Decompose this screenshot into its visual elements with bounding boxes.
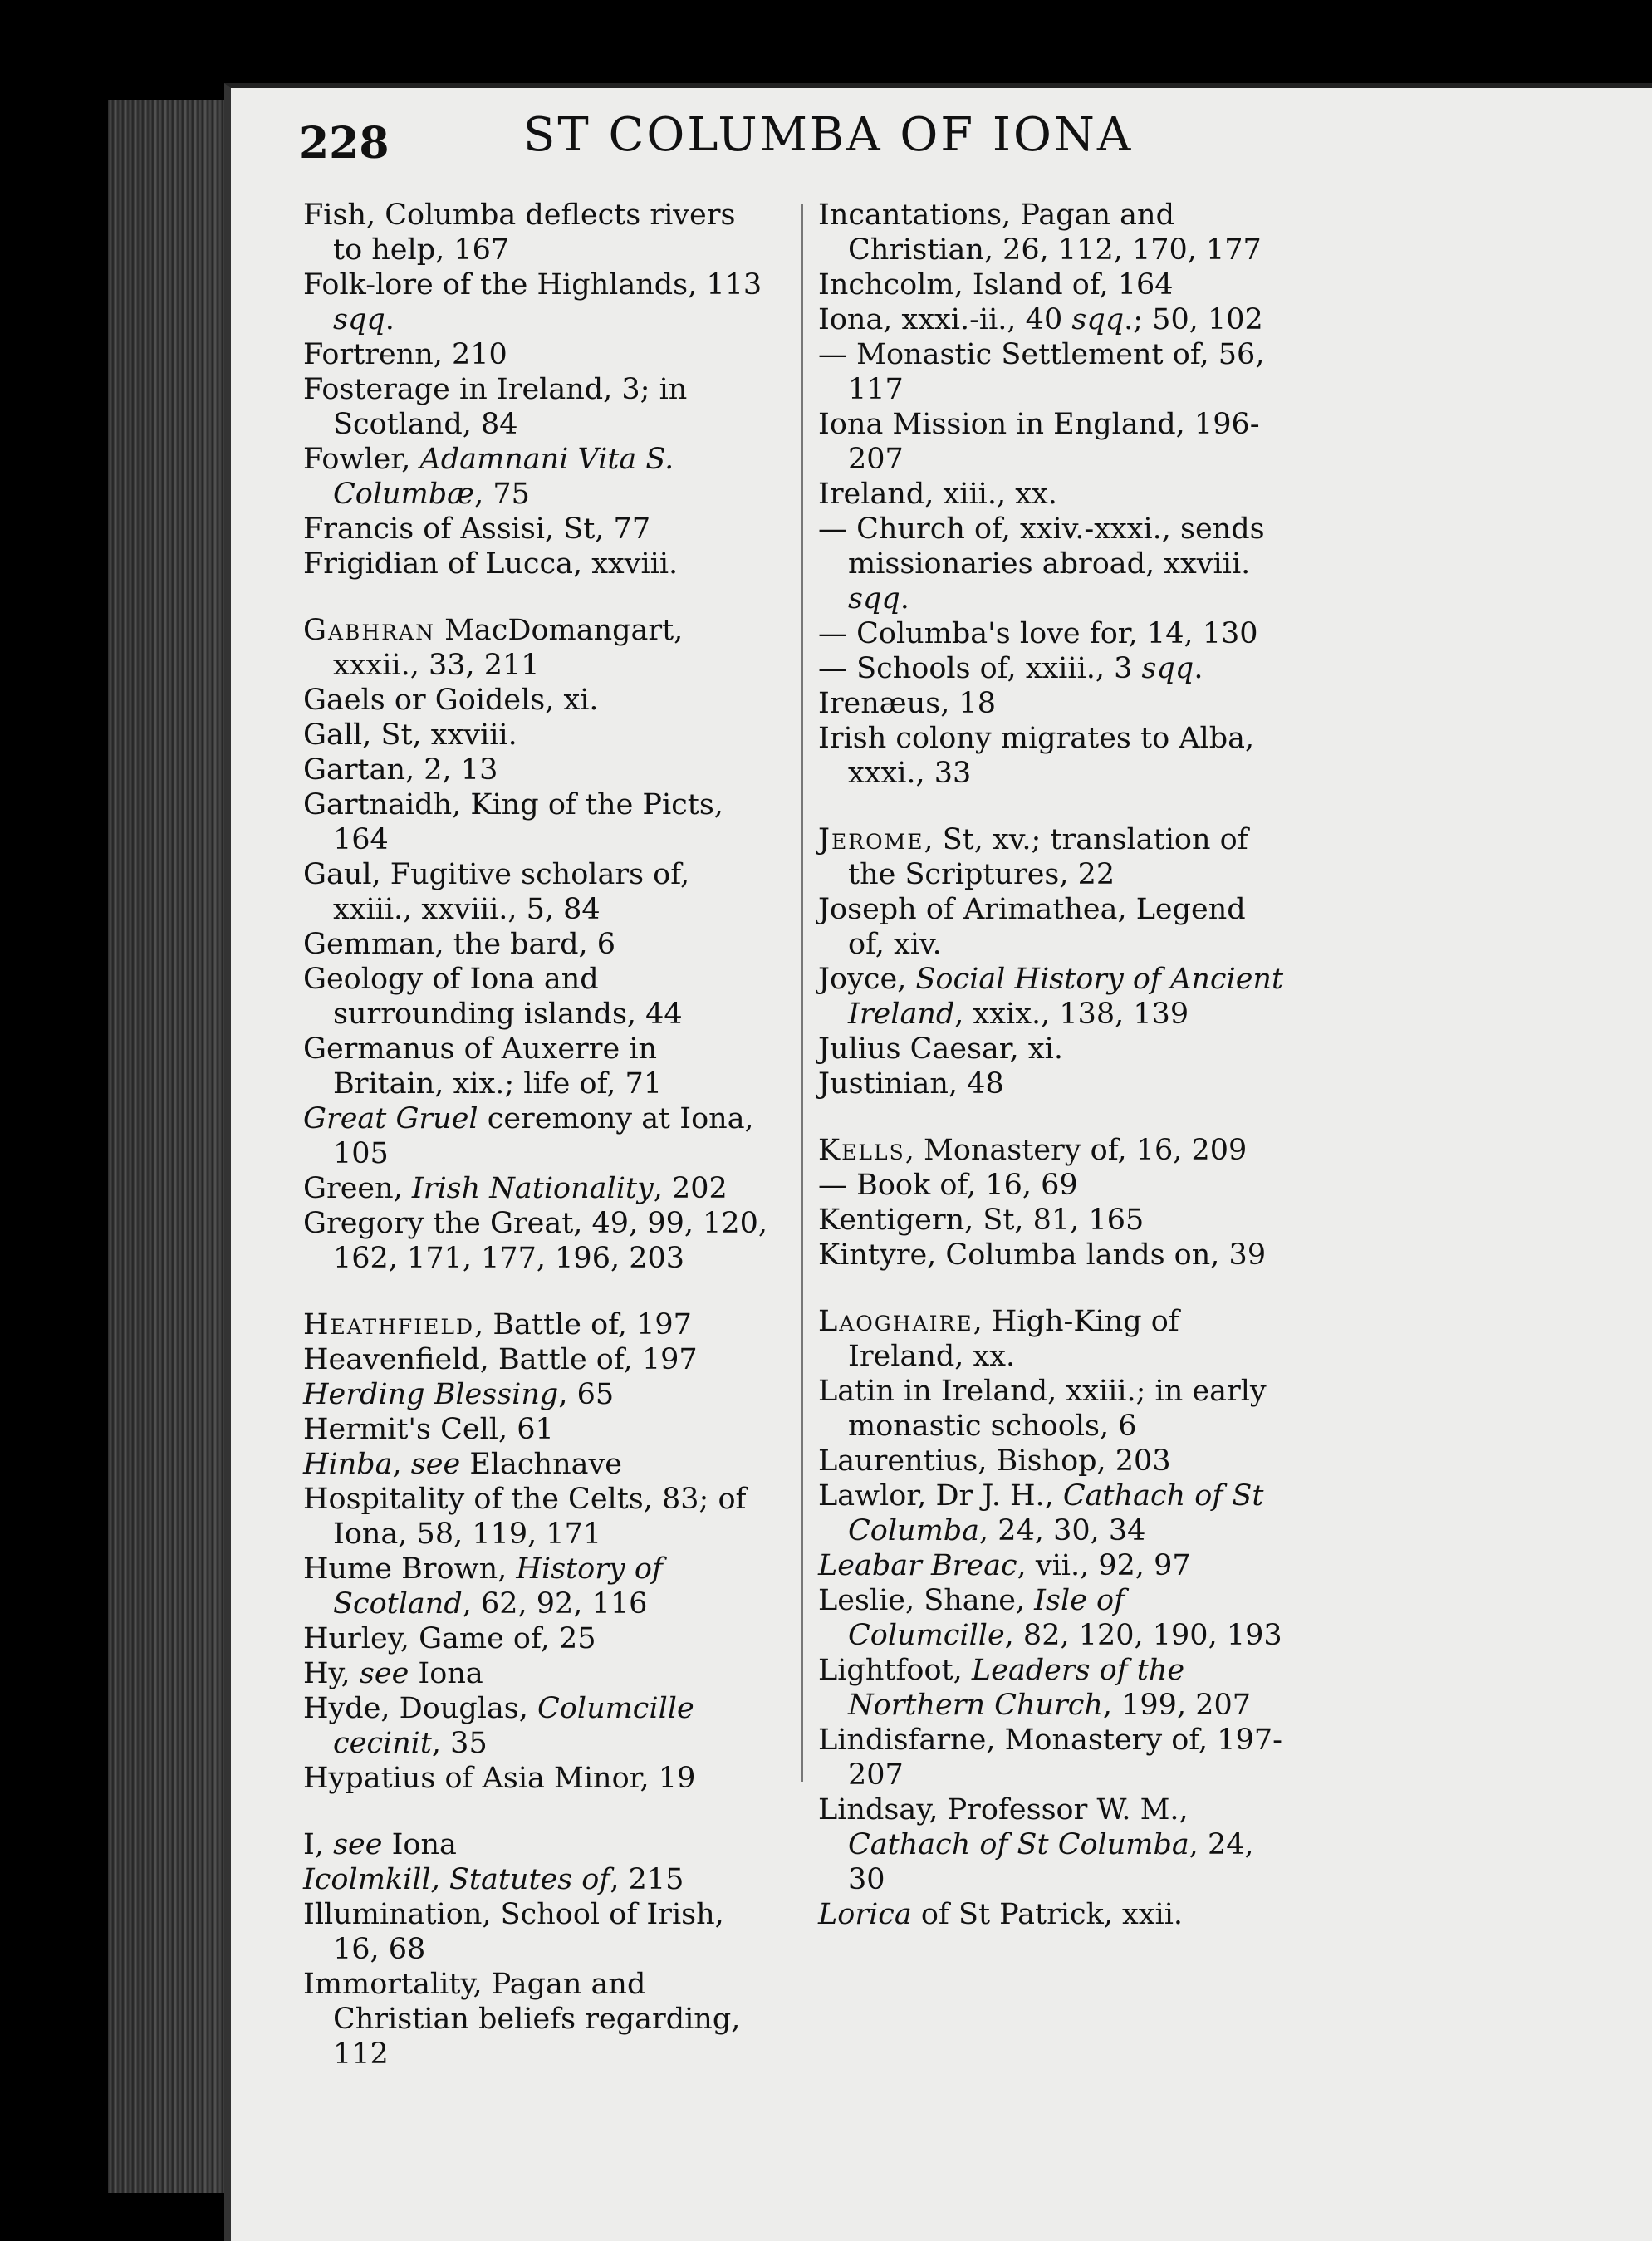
- index-entry: Icolmkill, Statutes of, 215: [303, 1863, 684, 1896]
- index-entry: Gaels or Goidels, xi.: [303, 684, 599, 717]
- index-entry: Immortality, Pagan and Christian beliefs regarding, 112: [303, 1968, 741, 2071]
- index-entry: Kentigern, St, 81, 165: [818, 1204, 1145, 1237]
- index-entry: Irish colony migrates to Alba, xxxi., 33: [818, 722, 1255, 790]
- index-group: [818, 198, 1283, 791]
- index-entry: Francis of Assisi, St, 77: [303, 512, 651, 546]
- index-column-right: [818, 198, 1283, 1964]
- index-group: [303, 613, 768, 1276]
- index-entry: Hy, see Iona: [303, 1657, 483, 1690]
- index-entry: — Schools of, xxiii., 3 sqq.: [818, 652, 1203, 685]
- index-entry: I, see Iona: [303, 1828, 457, 1861]
- index-entry: Lindisfarne, Monastery of, 197-207: [818, 1724, 1282, 1792]
- index-entry: Green, Irish Nationality, 202: [303, 1172, 728, 1205]
- index-entry: Gall, St, xxviii.: [303, 718, 517, 752]
- index-entry: Iona, xxxi.-ii., 40 sqq.; 50, 102: [818, 303, 1263, 336]
- index-entry: — Church of, xxiv.-xxxi., sends missionaries abroad, xxviii. sqq.: [818, 512, 1265, 615]
- index-entry: Jerome, St, xv.; translation of the Scriptures, 22: [818, 823, 1248, 891]
- index-entry: Germanus of Auxerre in Britain, xix.; life of, 71: [303, 1032, 663, 1101]
- index-entry: Hyde, Douglas, Columcille cecinit, 35: [303, 1692, 694, 1760]
- index-entry: Geology of Iona and surrounding islands, 44: [303, 963, 683, 1031]
- index-entry: Heathfield, Battle of, 197: [303, 1308, 692, 1341]
- index-entry: Hospitality of the Celts, 83; of Iona, 58, 119, 171: [303, 1483, 747, 1551]
- index-entry: Joyce, Social History of Ancient Ireland, xxix., 138, 139: [818, 963, 1284, 1031]
- index-entry: Irenæus, 18: [818, 687, 996, 720]
- index-entry: Fortrenn, 210: [303, 338, 507, 371]
- index-entry: Latin in Ireland, xxiii.; in early monastic schools, 6: [818, 1375, 1267, 1443]
- index-entry: Hermit's Cell, 61: [303, 1413, 554, 1446]
- index-entry: Fosterage in Ireland, 3; in Scotland, 84: [303, 373, 688, 441]
- index-entry: Great Gruel ceremony at Iona, 105: [303, 1102, 754, 1170]
- index-entry: Gartan, 2, 13: [303, 753, 498, 787]
- index-entry: Lindsay, Professor W. M., Cathach of St Columba, 24, 30: [818, 1793, 1254, 1896]
- page-number: 228: [299, 118, 390, 169]
- index-entry: Illumination, School of Irish, 16, 68: [303, 1898, 724, 1966]
- index-entry: Inchcolm, Island of, 164: [818, 268, 1174, 302]
- index-entry: Julius Caesar, xi.: [818, 1032, 1063, 1066]
- index-entry: Joseph of Arimathea, Legend of, xiv.: [818, 893, 1246, 961]
- index-entry: Fish, Columba deflects rivers to help, 167: [303, 199, 736, 267]
- index-entry: Herding Blessing, 65: [303, 1378, 615, 1411]
- index-entry: Gemman, the bard, 6: [303, 928, 616, 961]
- index-entry: Hinba, see Elachnave: [303, 1448, 622, 1481]
- index-entry: Laoghaire, High-King of Ireland, xx.: [818, 1305, 1179, 1373]
- index-entry: Leslie, Shane, Isle of Columcille, 82, 120, 190, 193: [818, 1584, 1282, 1652]
- index-entry: Frigidian of Lucca, xxviii.: [303, 547, 679, 581]
- index-group: [303, 1827, 768, 2072]
- index-entry: Lorica of St Patrick, xxii.: [818, 1898, 1184, 1931]
- index-group: [818, 1304, 1283, 1932]
- index-group: [303, 1307, 768, 1796]
- index-entry: Iona Mission in England, 196-207: [818, 408, 1260, 476]
- index-entry: — Columba's love for, 14, 130: [818, 617, 1258, 650]
- index-group: [818, 822, 1283, 1101]
- index-entry: Incantations, Pagan and Christian, 26, 112, 170, 177: [818, 199, 1262, 267]
- index-entry: Heavenfield, Battle of, 197: [303, 1343, 698, 1376]
- index-entry: Laurentius, Bishop, 203: [818, 1444, 1171, 1478]
- index-entry: Folk-lore of the Highlands, 113 sqq.: [303, 268, 762, 336]
- index-entry: — Book of, 16, 69: [818, 1169, 1078, 1202]
- index-entry: Gaul, Fugitive scholars of, xxiii., xxviii., 5, 84: [303, 858, 690, 926]
- index-entry: Lightfoot, Leaders of the Northern Church, 199, 207: [818, 1654, 1252, 1722]
- index-entry: Lawlor, Dr J. H., Cathach of St Columba, 24, 30, 34: [818, 1479, 1264, 1547]
- index-entry: Ireland, xiii., xx.: [818, 478, 1057, 511]
- column-divider: [801, 204, 803, 1782]
- index-column-left: [303, 198, 768, 2103]
- index-entry: — Monastic Settlement of, 56, 117: [818, 338, 1265, 406]
- index-entry: Gabhran MacDomangart, xxxii., 33, 211: [303, 614, 684, 682]
- running-head-title: ST COLUMBA OF IONA: [523, 108, 1134, 162]
- index-entry: Fowler, Adamnani Vita S. Columbæ, 75: [303, 443, 674, 511]
- index-entry: Gregory the Great, 49, 99, 120, 162, 171, 177, 196, 203: [303, 1207, 768, 1275]
- index-group: [818, 1133, 1283, 1273]
- index-entry: Hypatius of Asia Minor, 19: [303, 1762, 696, 1795]
- index-group: [303, 198, 768, 581]
- index-entry: Justinian, 48: [818, 1067, 1004, 1101]
- book-edge: [108, 100, 233, 2193]
- index-entry: Gartnaidh, King of the Picts, 164: [303, 788, 723, 856]
- index-entry: Kells, Monastery of, 16, 209: [818, 1134, 1248, 1167]
- index-entry: Hume Brown, History of Scotland, 62, 92, 116: [303, 1552, 663, 1621]
- index-entry: Hurley, Game of, 25: [303, 1622, 596, 1655]
- index-entry: Leabar Breac, vii., 92, 97: [818, 1549, 1191, 1582]
- index-entry: Kintyre, Columba lands on, 39: [818, 1238, 1267, 1272]
